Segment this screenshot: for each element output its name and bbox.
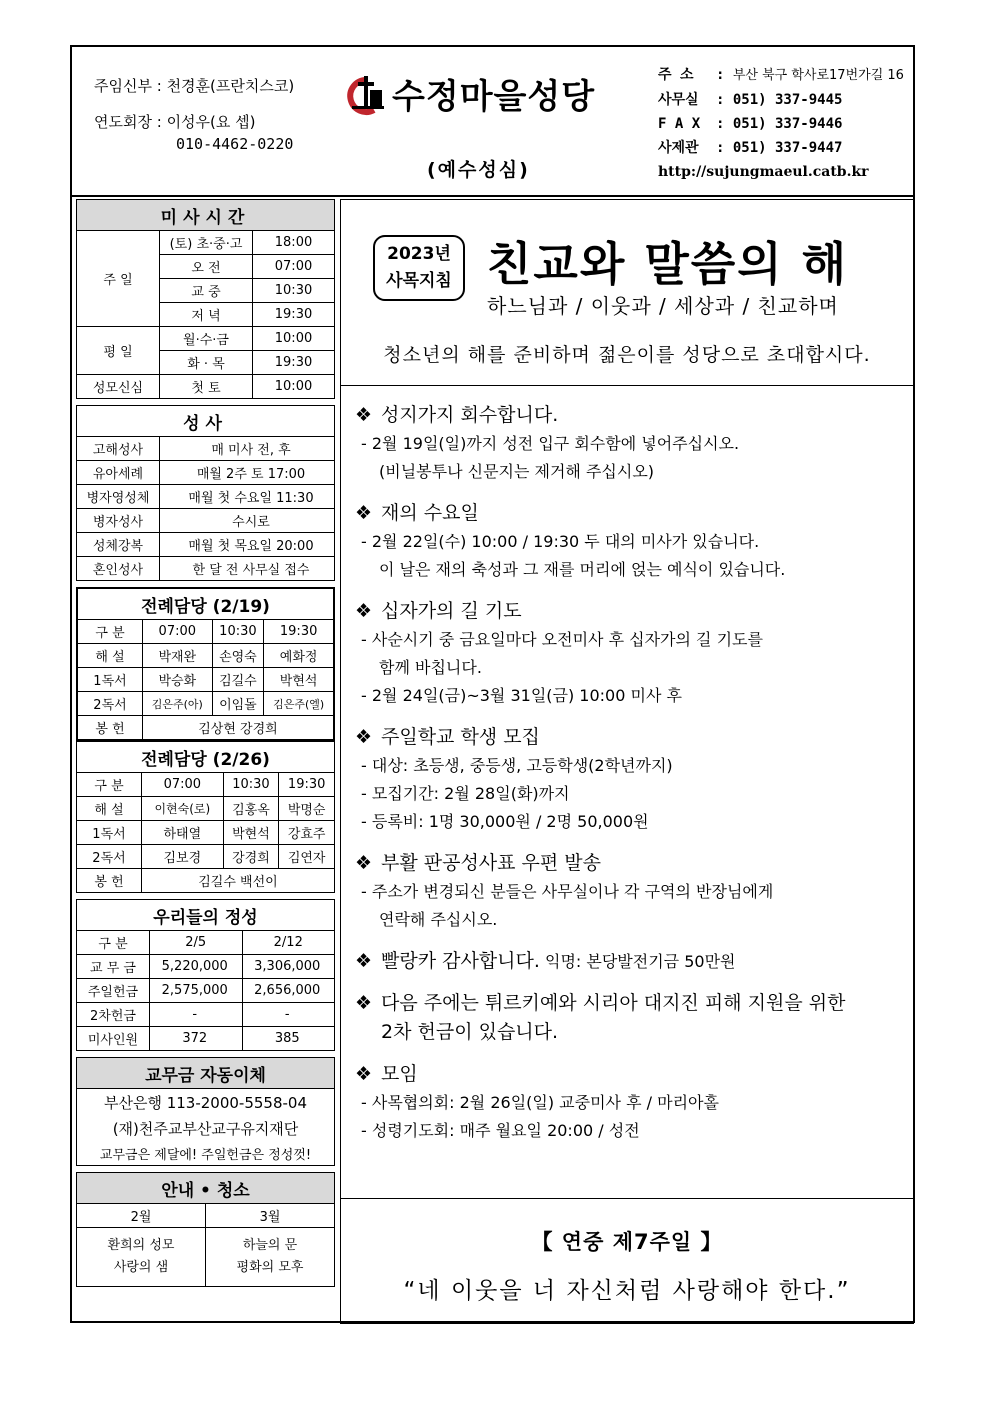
fax-label: F A X <box>658 116 701 132</box>
notice-item <box>355 946 905 977</box>
rectory-phone: 051) 337-9447 <box>732 140 843 156</box>
offerings-value: 385 <box>242 1027 335 1051</box>
notice-item <box>355 498 905 584</box>
liturgy-cell: 이현숙(로) <box>142 797 224 821</box>
main-content <box>340 199 914 1324</box>
offerings-label: 교 무 금 <box>77 955 150 979</box>
mass-row-name: (토) 초·중·고 <box>160 231 253 255</box>
pastor-name: 천경훈(프란치스코) <box>166 77 295 95</box>
notice-line: - 모집기간: 2월 28일(화)까지 <box>361 784 570 803</box>
notice-item <box>355 848 905 934</box>
diamond-bullet-icon: ❖ <box>355 852 373 874</box>
liturgy-cell: 박승화 <box>143 668 213 692</box>
fax-number: 051) 337-9446 <box>732 116 843 132</box>
cleaning-group: 환희의 성모 <box>107 1238 175 1253</box>
cleaning-table <box>76 1172 335 1287</box>
liturgy-role: 2독서 <box>77 692 143 716</box>
liturgy-head: 07:00 <box>143 620 213 644</box>
liturgy-offering: 김길수 백선이 <box>142 869 335 893</box>
notice-item <box>355 722 905 836</box>
notice-title: 주일학교 학생 모집 <box>381 726 540 748</box>
sunday-label: 주 일 <box>77 231 160 327</box>
liturgy-cell: 박재완 <box>143 644 213 668</box>
offerings-value: - <box>150 1003 243 1027</box>
notice-line: - 사순시기 중 금요일마다 오전미사 후 십자가의 길 기도를 <box>361 630 763 649</box>
liturgy-head: 19:30 <box>264 620 334 644</box>
cleaning-group: 하늘의 문 <box>242 1238 298 1253</box>
notice-line: - 주소가 변경되신 분들은 사무실이나 각 구역의 반장님에게 <box>361 882 774 901</box>
notice-line: 이 날은 재의 축성과 그 재를 머리에 얹는 예식이 있습니다. <box>379 560 786 579</box>
pastor-label: 주임신부 <box>94 77 152 95</box>
notice-line: - 2월 19일(일)까지 성전 입구 회수함에 넣어주십시오. <box>361 434 740 453</box>
cleaning-title: 안내 • 청소 <box>77 1173 335 1204</box>
offerings-value: 5,220,000 <box>150 955 243 979</box>
notice-title: 성지가지 회수합니다. <box>381 404 559 426</box>
weekday-label: 평 일 <box>77 327 160 375</box>
mass-times-title: 미사시간 <box>77 200 335 231</box>
sacrament-name: 병자성사 <box>77 509 160 533</box>
liturgy-cell: 박현석 <box>264 668 334 692</box>
liturgy-head: 07:00 <box>142 773 224 797</box>
motto-title: 친교와 말씀의 해 <box>487 237 849 291</box>
liturgy-cell: 강효주 <box>279 821 335 845</box>
liturgy-cell: 김보경 <box>142 845 224 869</box>
liturgy-title: 전례담당 (2/26) <box>77 742 335 773</box>
cleaning-month: 3월 <box>206 1204 335 1228</box>
liturgy-role: 봉 헌 <box>77 716 143 741</box>
liturgy-cell: 이임돌 <box>212 692 264 716</box>
liturgy-cell: 김길수 <box>212 668 264 692</box>
offerings-value: 372 <box>150 1027 243 1051</box>
sacrament-value: 한 달 전 사무실 접수 <box>160 557 335 581</box>
offerings-title: 우리들의 정성 <box>77 900 335 931</box>
liturgy-role: 해 설 <box>77 797 142 821</box>
cleaning-feb <box>77 1228 206 1287</box>
badge-text: 사목지침 <box>386 271 452 291</box>
liturgy-role: 2독서 <box>77 845 142 869</box>
header-contacts: 주 소 : 부산 북구 학사로17번가길 16 사무실 : 051) 337-9445 F A X : 051) 337-9446 사제관 : 051) 337-9447 http://sujungmaeul.catb.kr <box>658 63 904 184</box>
liturgy-role: 해 설 <box>77 644 143 668</box>
sunday-gospel-box <box>341 1198 913 1324</box>
mass-row-time: 10:30 <box>253 279 335 303</box>
diamond-bullet-icon: ❖ <box>355 1063 373 1085</box>
liturgy-role: 1독서 <box>77 821 142 845</box>
header-staff: 주임신부 : 천경훈(프란치스코) 연도회장 : 이성우(요 셉) 010-4462-0220 <box>94 77 295 153</box>
sunday-title: 【 연중 제7주일 】 <box>531 1230 723 1254</box>
offerings-head: 2/12 <box>242 931 335 955</box>
diamond-bullet-icon: ❖ <box>355 726 373 748</box>
council-label: 연도회장 <box>94 113 152 131</box>
sacrament-value: 매월 첫 수요일 11:30 <box>160 485 335 509</box>
notices-list <box>355 400 905 1157</box>
notice-title: 재의 수요일 <box>381 502 479 524</box>
church-name: 수정마을성당 <box>392 77 596 117</box>
notice-extra: 익명: 본당발전기금 50만원 <box>539 952 736 971</box>
auto-transfer-box <box>76 1057 335 1166</box>
transfer-holder: (재)천주교부산교구유지재단 <box>77 1115 335 1141</box>
liturgy-cell: 예화정 <box>264 644 334 668</box>
notice-line: - 성령기도회: 매주 월요일 20:00 / 성전 <box>361 1121 640 1140</box>
liturgy-cell: 김은주(엘) <box>264 692 334 716</box>
mass-row-name: 저 녁 <box>160 303 253 327</box>
offerings-label: 미사인원 <box>77 1027 150 1051</box>
notice-line: - 2월 24일(금)~3월 31일(금) 10:00 미사 후 <box>361 686 682 705</box>
offerings-value: 3,306,000 <box>242 955 335 979</box>
transfer-bank: 부산은행 113-2000-5558-04 <box>77 1089 335 1116</box>
church-subtitle: (예수성심) <box>427 159 530 181</box>
mass-times-table <box>76 199 335 399</box>
church-logo <box>344 69 595 118</box>
mass-row-time: 10:00 <box>253 375 335 399</box>
sacrament-name: 고해성사 <box>77 437 160 461</box>
offerings-label: 2차헌금 <box>77 1003 150 1027</box>
council-phone: 010-4462-0220 <box>176 135 294 153</box>
sacrament-value: 매월 첫 목요일 20:00 <box>160 533 335 557</box>
badge-year: 2023년 <box>387 244 451 264</box>
sacrament-value: 수시로 <box>160 509 335 533</box>
liturgy-head: 10:30 <box>212 620 264 644</box>
offerings-value: - <box>242 1003 335 1027</box>
sacrament-value: 매 미사 전, 후 <box>160 437 335 461</box>
transfer-note: 교무금은 제달에! 주일헌금은 정성껏! <box>77 1141 335 1166</box>
liturgy-cell: 박현석 <box>223 821 279 845</box>
address-value: 부산 북구 학사로17번가길 16 <box>732 68 904 83</box>
liturgy-cell: 하태열 <box>142 821 224 845</box>
notice-line: (비닐봉투나 신문지는 제거해 주십시오) <box>379 462 655 481</box>
notice-line: 연락해 주십시오. <box>379 910 498 929</box>
mass-row-time: 19:30 <box>253 351 335 375</box>
council-name: 이성우(요 셉) <box>166 113 256 131</box>
liturgy-head: 10:30 <box>223 773 279 797</box>
liturgy-role: 1독서 <box>77 668 143 692</box>
sacrament-value: 매월 2주 토 17:00 <box>160 461 335 485</box>
liturgy-cell: 손영숙 <box>212 644 264 668</box>
notice-line: - 등록비: 1명 30,000원 / 2명 50,000원 <box>361 812 649 831</box>
offerings-value: 2,575,000 <box>150 979 243 1003</box>
liturgy-head: 구 분 <box>77 620 143 644</box>
notice-line: - 2월 22일(수) 10:00 / 19:30 두 대의 미사가 있습니다. <box>361 532 760 551</box>
notice-item <box>355 596 905 710</box>
liturgy-table-0219 <box>76 587 335 741</box>
notice-title: 십자가의 길 기도 <box>381 600 522 622</box>
liturgy-cell: 김은주(아) <box>143 692 213 716</box>
liturgy-cell: 박명순 <box>279 797 335 821</box>
address-label: 주 소 <box>658 67 694 83</box>
cleaning-group: 평화의 모후 <box>236 1260 304 1275</box>
diamond-bullet-icon: ❖ <box>355 950 373 972</box>
notice-title: 부활 판공성사표 우편 발송 <box>381 852 602 874</box>
diamond-bullet-icon: ❖ <box>355 992 373 1014</box>
notice-line: - 대상: 초등생, 중등생, 고등학생(2학년까지) <box>361 756 673 775</box>
liturgy-head: 19:30 <box>279 773 335 797</box>
sacrament-name: 혼인성사 <box>77 557 160 581</box>
cleaning-month: 2월 <box>77 1204 206 1228</box>
liturgy-cell: 김홍옥 <box>223 797 279 821</box>
church-emblem-icon <box>344 70 388 118</box>
bulletin-header <box>72 47 913 197</box>
offerings-head: 2/5 <box>150 931 243 955</box>
liturgy-title: 전례담당 (2/19) <box>77 588 334 620</box>
mass-row-time: 19:30 <box>253 303 335 327</box>
notice-item <box>355 989 905 1047</box>
notice-title: 모임 <box>381 1063 418 1085</box>
mass-row-name: 교 중 <box>160 279 253 303</box>
rectory-label: 사제관 <box>658 140 699 156</box>
sunday-quote: “네 이웃을 너 자신처럼 사랑해야 한다.” <box>403 1278 851 1304</box>
sacrament-name: 유아세례 <box>77 461 160 485</box>
notice-title: 다음 주에는 튀르키예와 시리아 대지진 피해 지원을 위한 <box>381 992 846 1014</box>
mass-row-name: 월·수·금 <box>160 327 253 351</box>
year-badge <box>373 235 465 301</box>
motto-line: 청소년의 해를 준비하며 젊은이를 성당으로 초대합시다. <box>383 344 871 366</box>
mass-row-name: 첫 토 <box>160 375 253 399</box>
diamond-bullet-icon: ❖ <box>355 502 373 524</box>
transfer-title: 교무금 자동이체 <box>77 1058 335 1089</box>
diamond-bullet-icon: ❖ <box>355 404 373 426</box>
notice-title-cont: 2차 헌금이 있습니다. <box>381 1021 559 1043</box>
mass-row-name: 오 전 <box>160 255 253 279</box>
offerings-label: 주일헌금 <box>77 979 150 1003</box>
notice-line: - 사목협의회: 2월 26일(일) 교중미사 후 / 마리아홀 <box>361 1093 719 1112</box>
diamond-bullet-icon: ❖ <box>355 600 373 622</box>
liturgy-table-0226 <box>76 741 335 893</box>
notice-line: 함께 바칩니다. <box>379 658 482 677</box>
motto-subtitle: 하느님과 / 이웃과 / 세상과 / 친교하며 <box>487 294 839 318</box>
sacraments-title: 성사 <box>77 406 335 437</box>
liturgy-offering: 김상현 강경희 <box>143 716 335 741</box>
marian-label: 성모신심 <box>77 375 160 399</box>
bulletin-page <box>70 45 915 1323</box>
liturgy-role: 봉 헌 <box>77 869 142 893</box>
website-link[interactable]: http://sujungmaeul.catb.kr <box>658 164 869 180</box>
cleaning-group: 사랑의 샘 <box>113 1260 169 1275</box>
mass-row-time: 07:00 <box>253 255 335 279</box>
pastoral-motto <box>341 200 913 386</box>
mass-row-time: 18:00 <box>253 231 335 255</box>
office-label: 사무실 <box>658 92 699 108</box>
liturgy-cell: 김연자 <box>279 845 335 869</box>
sacrament-name: 성체강복 <box>77 533 160 557</box>
office-phone: 051) 337-9445 <box>732 92 843 108</box>
offerings-value: 2,656,000 <box>242 979 335 1003</box>
mass-row-time: 10:00 <box>253 327 335 351</box>
notice-item <box>355 400 905 486</box>
sacraments-table <box>76 405 335 581</box>
notice-title: 빨랑카 감사합니다. <box>381 950 540 972</box>
sidebar <box>76 199 335 1287</box>
liturgy-cell: 강경희 <box>223 845 279 869</box>
notice-item <box>355 1059 905 1145</box>
cleaning-mar <box>206 1228 335 1287</box>
offerings-table <box>76 899 335 1051</box>
liturgy-head: 구 분 <box>77 773 142 797</box>
mass-row-name: 화 · 목 <box>160 351 253 375</box>
sacrament-name: 병자영성체 <box>77 485 160 509</box>
offerings-head: 구 분 <box>77 931 150 955</box>
